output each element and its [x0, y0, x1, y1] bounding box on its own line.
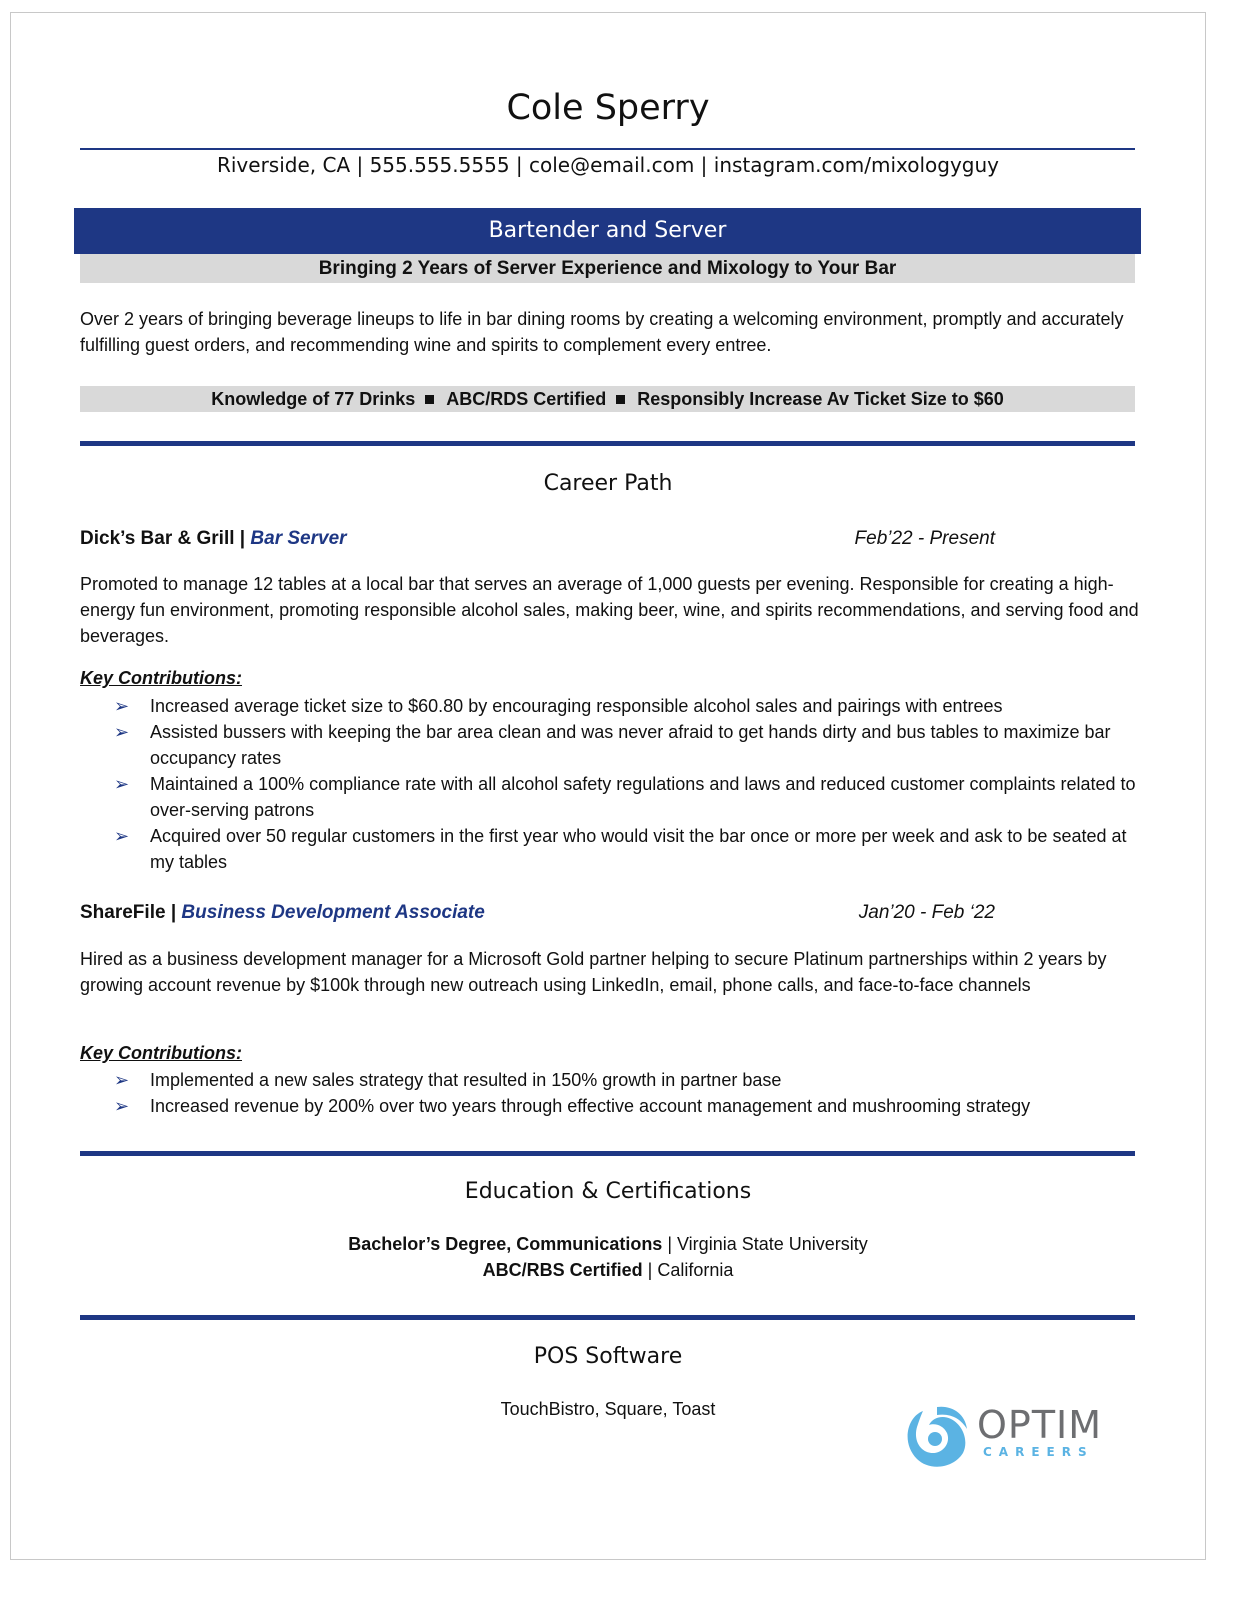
arrow-bullet-icon: ➢	[114, 722, 130, 742]
bullet-text: Acquired over 50 regular customers in the first year who would visit the bar once or more per week and ask to be seated at my tables	[150, 826, 1127, 872]
section-divider	[80, 1315, 1135, 1320]
company: Dick’s Bar & Grill	[80, 528, 235, 549]
arrow-bullet-icon: ➢	[114, 1096, 130, 1116]
bullet-text: Increased average ticket size to $60.80 by encouraging responsible alcohol sales and pairings with entrees	[150, 696, 1003, 716]
bullet-text: Assisted bussers with keeping the bar area clean and was never afraid to get hands dirty and bus tables to maximize bar occupancy rates	[150, 722, 1111, 768]
job-header	[80, 902, 995, 924]
job-title-banner: Bartender and Server	[74, 208, 1141, 254]
job-description: Promoted to manage 12 tables at a local bar that serves an average of 1,000 guests per evening. Responsible for creating a high-energy fun environment, promoting responsible alcohol sales, making beer, wine, and spirits recommendations, and serving food and beverages.	[80, 574, 1139, 646]
job-description: Hired as a business development manager for a Microsoft Gold partner helping to secure Platinum partnerships within 2 years by growing account revenue by $100k through new outreach using LinkedIn, email, phone calls, and face-to-face channels	[80, 949, 1107, 995]
logo-subword: CAREERS	[983, 1445, 1094, 1459]
arrow-bullet-icon: ➢	[114, 1070, 130, 1090]
list-item	[80, 771, 1140, 823]
arrow-bullet-icon: ➢	[114, 774, 130, 794]
list-item	[80, 1067, 1140, 1093]
education-item	[0, 1231, 1216, 1257]
location: | California	[642, 1260, 734, 1280]
pos-heading: POS Software	[533, 1344, 683, 1369]
role: Business Development Associate	[181, 902, 485, 923]
dates: Feb’22 - Present	[854, 528, 995, 549]
candidate-name: Cole Sperry	[506, 88, 710, 128]
highlight: Knowledge of 77 Drinks	[211, 389, 416, 409]
pos-list: TouchBistro, Square, Toast	[500, 1399, 716, 1419]
job-header	[80, 528, 995, 550]
degree: Bachelor’s Degree, Communications	[348, 1234, 663, 1254]
key-contributions-label: Key Contributions:	[80, 668, 242, 688]
tagline: Bringing 2 Years of Server Experience and Mixology to Your Bar	[80, 254, 1135, 283]
bullet-text: Increased revenue by 200% over two years through effective account management and mushrooming strategy	[150, 1096, 1031, 1116]
section-divider	[80, 441, 1135, 446]
bullet-list	[80, 693, 1140, 875]
highlight: Responsibly Increase Av Ticket Size to $60	[637, 389, 1004, 409]
list-item	[80, 693, 1140, 719]
bullet-list	[80, 1067, 1140, 1119]
list-item	[80, 823, 1140, 875]
arrow-bullet-icon: ➢	[114, 826, 130, 846]
contact-line: Riverside, CA | 555.555.5555 | cole@email.com | instagram.com/mixologyguy	[216, 153, 1000, 177]
divider	[80, 148, 1135, 150]
bullet-text: Implemented a new sales strategy that resulted in 150% growth in partner base	[150, 1070, 782, 1090]
role: Bar Server	[250, 528, 347, 549]
certification: ABC/RBS Certified	[482, 1260, 643, 1280]
separator: |	[234, 528, 251, 549]
list-item	[80, 719, 1140, 771]
square-bullet-icon	[616, 395, 625, 404]
highlights-bar	[80, 386, 1135, 412]
career-heading: Career Path	[543, 471, 673, 496]
square-bullet-icon	[425, 395, 434, 404]
certification-item	[0, 1257, 1216, 1283]
education-heading: Education & Certifications	[464, 1179, 752, 1204]
school: | Virginia State University	[662, 1234, 868, 1254]
dates: Jan’20 - Feb ‘22	[858, 902, 995, 923]
section-divider	[80, 1151, 1135, 1156]
bullet-text: Maintained a 100% compliance rate with all alcohol safety regulations and laws and reduced customer complaints related to over-serving patrons	[150, 774, 1136, 820]
company: ShareFile	[80, 902, 166, 923]
optim-careers-logo	[903, 1403, 1113, 1471]
logo-word: OPTIM	[977, 1403, 1103, 1447]
list-item	[80, 1093, 1140, 1119]
separator: |	[165, 902, 182, 923]
arrow-bullet-icon: ➢	[114, 696, 130, 716]
highlight: ABC/RDS Certified	[446, 389, 607, 409]
summary: Over 2 years of bringing beverage lineups to life in bar dining rooms by creating a welcoming environment, promptly and accurately fulfilling guest orders, and recommending wine and spirits to complement every entree.	[80, 309, 1124, 355]
key-contributions-label: Key Contributions:	[80, 1043, 242, 1063]
